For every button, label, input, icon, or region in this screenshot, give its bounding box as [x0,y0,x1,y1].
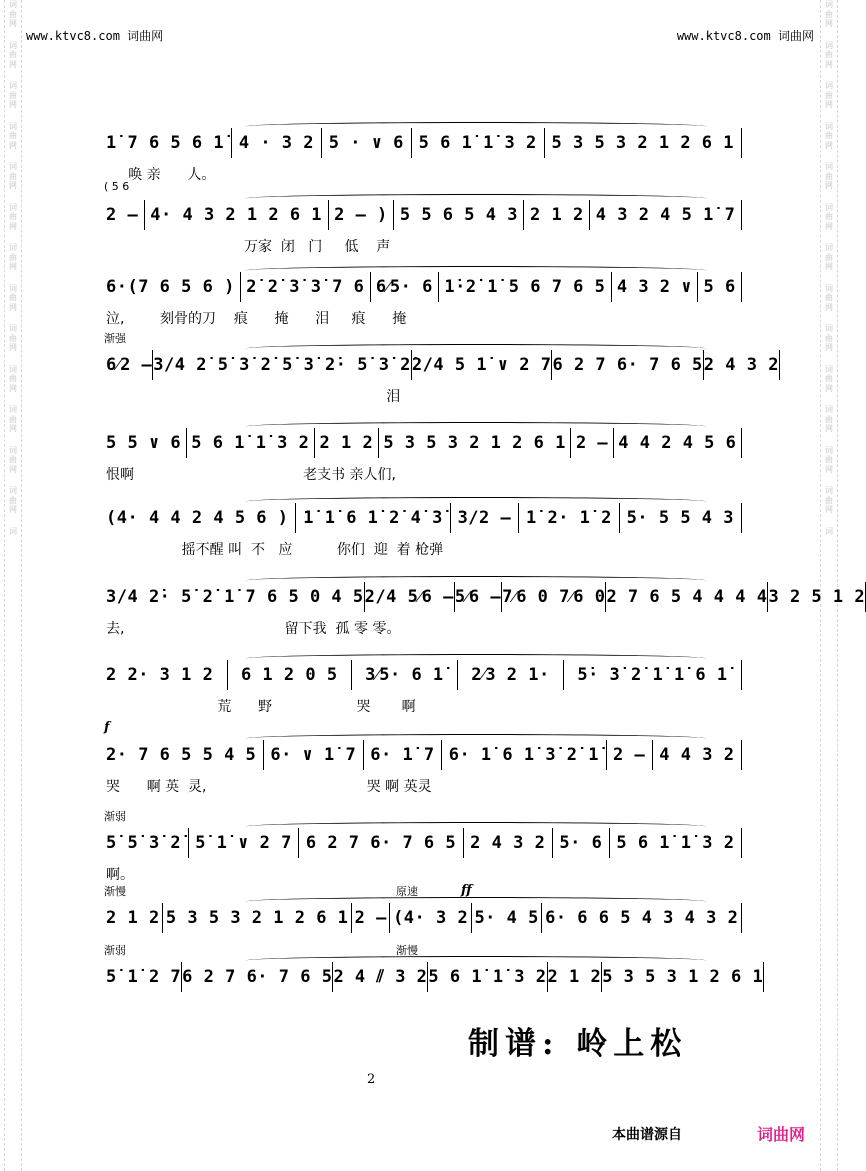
bar-line [188,828,189,858]
side-watermark-char: 曲 [9,455,17,464]
bar-line [697,272,698,302]
score-row [104,180,742,260]
measure: 5 5 6 5 4 3 [399,205,518,225]
measure: 2 4 3 2 [703,355,779,375]
side-watermark-char: 曲 [825,414,833,424]
bar-line [741,660,742,690]
bar-line [544,128,545,158]
side-watermark-char: 网 [9,302,17,312]
side-watermark-char: 网 [9,100,17,109]
bar-line [463,828,464,858]
measure: 7⁄6 0 7⁄6 0 [502,587,606,607]
measure: 2 – [354,908,387,928]
side-watermark-char: 网 [825,464,833,474]
measure: 2/4 5 1̇ ∨ 2 7 [411,355,552,375]
side-watermark-char: 曲 [9,414,17,424]
measure: 3/4 2̇· 5̇ 2̇ 1̇ 7 6 5 0 4 5 [106,587,364,607]
side-watermark-char: 词 [825,0,833,9]
measure: 5 3 5 3 2 1 2 6 1 [165,908,349,928]
side-watermark-char: 词 [9,121,17,131]
lyrics-line: 唤 亲 人。 [106,167,216,183]
notes-line [106,962,764,992]
measure: 2 4 3 2 [470,833,546,853]
measure: 1̇ 1̇ 6 1̇ 2̇ 4̇ 3̇ [303,508,443,528]
bar-line [162,903,163,933]
notes-line [106,582,866,612]
bar-line [741,828,742,858]
side-watermark-char: 词 [825,283,833,293]
side-watermark-char: 网 [825,302,833,312]
side-watermark-char: 曲 [825,333,833,343]
bar-line [457,660,458,690]
bar-line [741,272,742,302]
measure: 4 · 3 2 [238,133,314,153]
side-watermark-char: 网 [9,59,17,69]
bar-line [741,903,742,933]
bar-line [389,903,390,933]
notes-line [106,740,742,770]
bar-line [314,428,315,458]
measure: 6 1 2 0 5 [240,665,338,685]
bar-line [351,660,352,690]
side-watermark-char: 曲 [9,495,17,505]
lyrics-line [106,998,742,1018]
side-watermark-char: 曲 [825,50,833,59]
notes-line [106,200,742,230]
bar-line [263,740,264,770]
measure: 5 · ∨ 6 [328,133,404,153]
lyrics-line: 去, 留下我 孤 零 零。 [106,621,401,637]
side-watermark-char: 词 [9,202,17,212]
notes-line [106,272,742,302]
notes-line [106,660,742,690]
header-right [677,27,814,44]
side-watermark-char: 词 [825,405,833,414]
side-watermark-char: 网 [9,343,17,352]
side-watermark-char: 词 [825,202,833,212]
lyrics-line: 万家 闭 门 低 声 [106,239,391,255]
side-watermark-char: 词 [825,162,833,171]
bar-line [606,740,607,770]
footer-source-label: 本曲谱源自 [612,1127,682,1143]
bar-line [450,503,451,533]
measure: 1̇ 7 6 5 6 1̇ [106,133,225,153]
side-watermark-char: 网 [9,140,17,150]
notes-line [106,128,742,158]
lyrics-line: 恨啊 老支书 亲人们, [106,467,397,483]
right-border-watermark [820,0,838,1171]
bar-line [619,503,620,533]
measure: 5 6 [703,277,736,297]
header-left [26,27,163,44]
bar-line [328,200,329,230]
side-watermark-char: 网 [825,221,833,231]
measure: 6 2 7 6· 7 6 5 [552,355,703,375]
side-watermark-char: 网 [825,181,833,190]
score-row [104,944,764,1022]
measure: 5̇ 1̇ ∨ 2 7 [195,833,292,853]
side-watermark-char: 曲 [825,131,833,140]
bar-line [613,428,614,458]
side-watermark-char: 曲 [9,9,17,19]
measure: 5 3 5 3 1 2 6 1 [602,967,764,987]
lyrics-line: 哭 啊 英 灵, 哭 啊 英灵 [106,779,432,795]
side-watermark-char: 曲 [9,293,17,302]
notes-line [106,903,742,933]
bar-line [471,903,472,933]
bar-line [240,272,241,302]
bar-line [609,828,610,858]
side-watermark-char: 曲 [825,374,833,383]
bar-line [411,128,412,158]
bar-line [563,660,564,690]
side-watermark-char: 网 [825,424,833,433]
side-watermark-char: 网 [825,262,833,271]
measure: 4 3 2 4 5 1̇ 7 [595,205,736,225]
footer-logo[interactable]: 词曲网 [757,1125,806,1144]
measure: 4· 4 3 2 1 2 6 1 [150,205,323,225]
measure: 5· 5 5 4 3 [626,508,734,528]
bar-line [541,903,542,933]
measure: 1̇·2̇ 1̇ 5 6 7 6 5 [444,277,606,297]
notes-line [106,428,742,458]
measure: 5 3 5 3 2 1 2 6 1 [383,433,566,453]
measure: 2 – ) [334,205,388,225]
dynamics-mark: 原速 [396,885,418,898]
score-row [104,332,779,410]
dynamics-mark: 渐弱 [104,944,126,957]
side-watermark-char: 曲 [9,212,17,221]
dynamics-mark: 渐弱 [104,810,126,823]
measure: 3/2 – [457,508,512,528]
header-right-name: 词曲网 [777,29,814,43]
side-watermark-char: 词 [825,486,833,495]
measure: 6· 6 6 5 4 3 4 3 2 [545,908,739,928]
bar-line [652,740,653,770]
dynamics-mark: f [104,720,110,735]
side-watermark-char: 网 [9,181,17,190]
side-watermark-char: 词 [825,324,833,333]
side-watermark-char: 网 [825,505,833,514]
side-watermark-char: 词 [825,81,833,90]
side-watermark-char: 曲 [9,131,17,140]
bar-line [779,350,780,380]
side-watermark-char: 词 [825,445,833,455]
lyrics-line: 泪 [106,389,401,405]
side-watermark-char: 网 [9,262,17,271]
side-watermark-char: 曲 [9,50,17,59]
measure: 2 7 6 5 4 4 4 4 [606,587,768,607]
side-watermark-char: 词 [9,486,17,495]
side-watermark-char: 词 [825,364,833,374]
side-watermark-char: 曲 [825,171,833,181]
measure: 6⁄2 – [106,355,153,375]
dynamics-mark: 渐强 [104,332,126,345]
measure: 5̇ 1̇ 2 7 [106,967,182,987]
side-watermark-char: 词 [9,283,17,293]
bar-line [741,740,742,770]
side-watermark-char: 曲 [9,333,17,343]
bar-line [523,200,524,230]
side-watermark-char: 曲 [825,455,833,464]
bar-line [441,740,442,770]
measure: 2̇ 2̇ 3̇ 3̇ 7 6 [246,277,365,297]
side-watermark-char: 网 [9,19,17,28]
score-row [104,883,742,963]
lyrics-line: 摇不醒 叫 不 应 你们 迎 着 枪弹 [106,542,444,558]
measure: 3⁄5· 6 1̇ [365,665,444,685]
side-watermark-char: 曲 [825,252,833,262]
side-watermark-char: 网 [825,343,833,352]
bar-line [518,503,519,533]
lyrics-line: 啊。 [106,867,134,883]
left-border-watermark [4,0,22,1171]
measure: 6 2 7 6· 7 6 5 [182,967,333,987]
measure: 5̇ 5̇ 3̇ 2̇ [106,833,182,853]
side-watermark-char: 网 [825,19,833,28]
side-watermark-char: 曲 [825,9,833,19]
bar-line [231,128,232,158]
bar-line [186,428,187,458]
measure: 2 – [575,433,609,453]
side-watermark-char: 曲 [825,212,833,221]
side-watermark-char: 网 [825,383,833,393]
header-left-url[interactable]: www.ktvc8.com [26,29,120,43]
score-row [104,810,742,888]
side-watermark-char: 曲 [9,252,17,262]
side-watermark-char: 词 [9,0,17,9]
side-watermark-char: 曲 [825,90,833,100]
measure: 2 1 2 [530,205,584,225]
side-watermark-char: 词 [9,405,17,414]
dynamics-mark: ff [461,883,472,898]
score-row [106,428,742,488]
side-watermark-char: 曲 [825,495,833,505]
measure: 2 1 2 [547,967,602,987]
measure: 3/4 2̇ 5̇ 3̇ 2̇ 5̇ 3̇ 2̇· 5̇ 3̇ 2̇ [153,355,411,375]
bar-line [552,828,553,858]
measure: 5· 6 [559,833,603,853]
bar-line [741,200,742,230]
measure: 3 2 5 1 2 [768,587,866,607]
measure: 6· 1̇ 7 [370,745,435,765]
side-watermark-char: 网 [825,140,833,150]
header-right-url[interactable]: www.ktvc8.com [676,29,771,43]
measure: 1̇ 2· 1̇ 2 [526,508,612,528]
measure: 4 3 2 ∨ [616,277,692,297]
side-watermark-char: 词 [9,162,17,171]
measure: 6⁄5· 6 [375,277,433,297]
bar-line [363,740,364,770]
side-watermark-char: 词 [9,324,17,333]
bar-line [378,428,379,458]
arranger-signature: 制谱: 岭上松 [468,1026,688,1062]
bar-line [741,128,742,158]
bar-line [321,128,322,158]
bar-line [298,828,299,858]
measure: (4· 4 4 2 4 5 6 ) [106,508,289,528]
measure: 5 6 1̇ 1̇ 3 2 [418,133,537,153]
bar-line [295,503,296,533]
measure: 5· 4 5 [474,908,539,928]
lyrics-line: 荒 野 哭 啊 [106,699,416,715]
bar-line [227,660,228,690]
side-watermark-char: 词 [9,445,17,455]
measure: 2 2· 3 1 2 [106,665,214,685]
side-watermark-char: 词 [825,40,833,50]
score-row [106,582,866,642]
measure: 5⁄6 – [454,587,502,607]
measure: 4 4 3 2 [659,745,735,765]
measure: 2⁄3 2 1· [471,665,550,685]
measure: 5 6 1̇ 1̇ 3 2 [191,433,310,453]
side-watermark-char: 网 [9,464,17,474]
bar-line [393,200,394,230]
score-row [106,272,742,332]
side-watermark-char: 曲 [9,374,17,383]
measure: 2 – [613,745,646,765]
measure: 5 3 5 3 2 1 2 6 1 [551,133,734,153]
side-watermark-char: 网 [825,59,833,69]
side-watermark-char: 网 [825,100,833,109]
bar-line [611,272,612,302]
dynamics-mark: 渐慢 [104,885,126,898]
notes-line [106,828,742,858]
side-watermark-char: 曲 [9,90,17,100]
measure: 5 6 1̇ 1̇ 3 2 [428,967,547,987]
measure: 2 1 2 [106,908,160,928]
side-watermark-char: 词 [9,243,17,252]
bar-line [570,428,571,458]
lyrics-line: 泣, 刻骨的刀 痕 掩 泪 痕 掩 [106,311,407,327]
bar-line [144,200,145,230]
bar-line [763,962,764,992]
side-watermark-char: 词 [9,81,17,90]
side-watermark-char: 网 [9,383,17,393]
side-watermark-char: 词 [825,526,833,536]
side-watermark-char: 词 [825,121,833,131]
bar-line [351,903,352,933]
bar-line [438,272,439,302]
side-watermark-char: 曲 [825,293,833,302]
score-row [106,503,742,563]
measure: 2· 7 6 5 5 4 5 [106,745,257,765]
page-number: 2 [367,1072,376,1087]
dynamics-mark: 渐慢 [396,944,418,957]
side-watermark-char: 词 [9,40,17,50]
measure: 4 4 2 4 5 6 [618,433,737,453]
measure: 2 1 2 [319,433,374,453]
measure: 2 – [106,205,139,225]
score-row [104,720,742,800]
measure: 5̇· 3̇ 2̇ 1̇ 1̇ 6 1̇ [577,665,728,685]
side-watermark-char: 词 [9,526,17,536]
score-row [106,660,742,720]
measure: 6·(7 6 5 6 ) [106,277,235,297]
measure: (4· 3 2 [393,908,469,928]
bar-line [370,272,371,302]
side-watermark-char: 词 [825,243,833,252]
notes-line [106,350,779,380]
side-watermark-char: 网 [9,505,17,514]
bar-line [741,428,742,458]
side-watermark-char: 曲 [9,171,17,181]
measure: 6· 1̇ 6 1̇ 3̇ 2̇ 1̇ [448,745,599,765]
measure: 6 2 7 6· 7 6 5 [305,833,457,853]
side-watermark-char: 网 [9,221,17,231]
measure: 5 6 1̇ 1̇ 3 2 [616,833,735,853]
bar-line [589,200,590,230]
measure: 5 5 ∨ 6 [106,433,182,453]
side-watermark-char: 网 [9,424,17,433]
measure: 2/4 5⁄6 – [364,587,454,607]
dynamics-mark: ( 5 6 [104,180,130,193]
bar-line [741,503,742,533]
measure: 6· ∨ 1̇ 7 [270,745,357,765]
side-watermark-char: 词 [9,364,17,374]
header-left-name: 词曲网 [127,29,164,43]
notes-line [106,503,742,533]
measure: 2 4 ⫽ 3 2 [333,967,428,987]
score-row [106,128,742,188]
